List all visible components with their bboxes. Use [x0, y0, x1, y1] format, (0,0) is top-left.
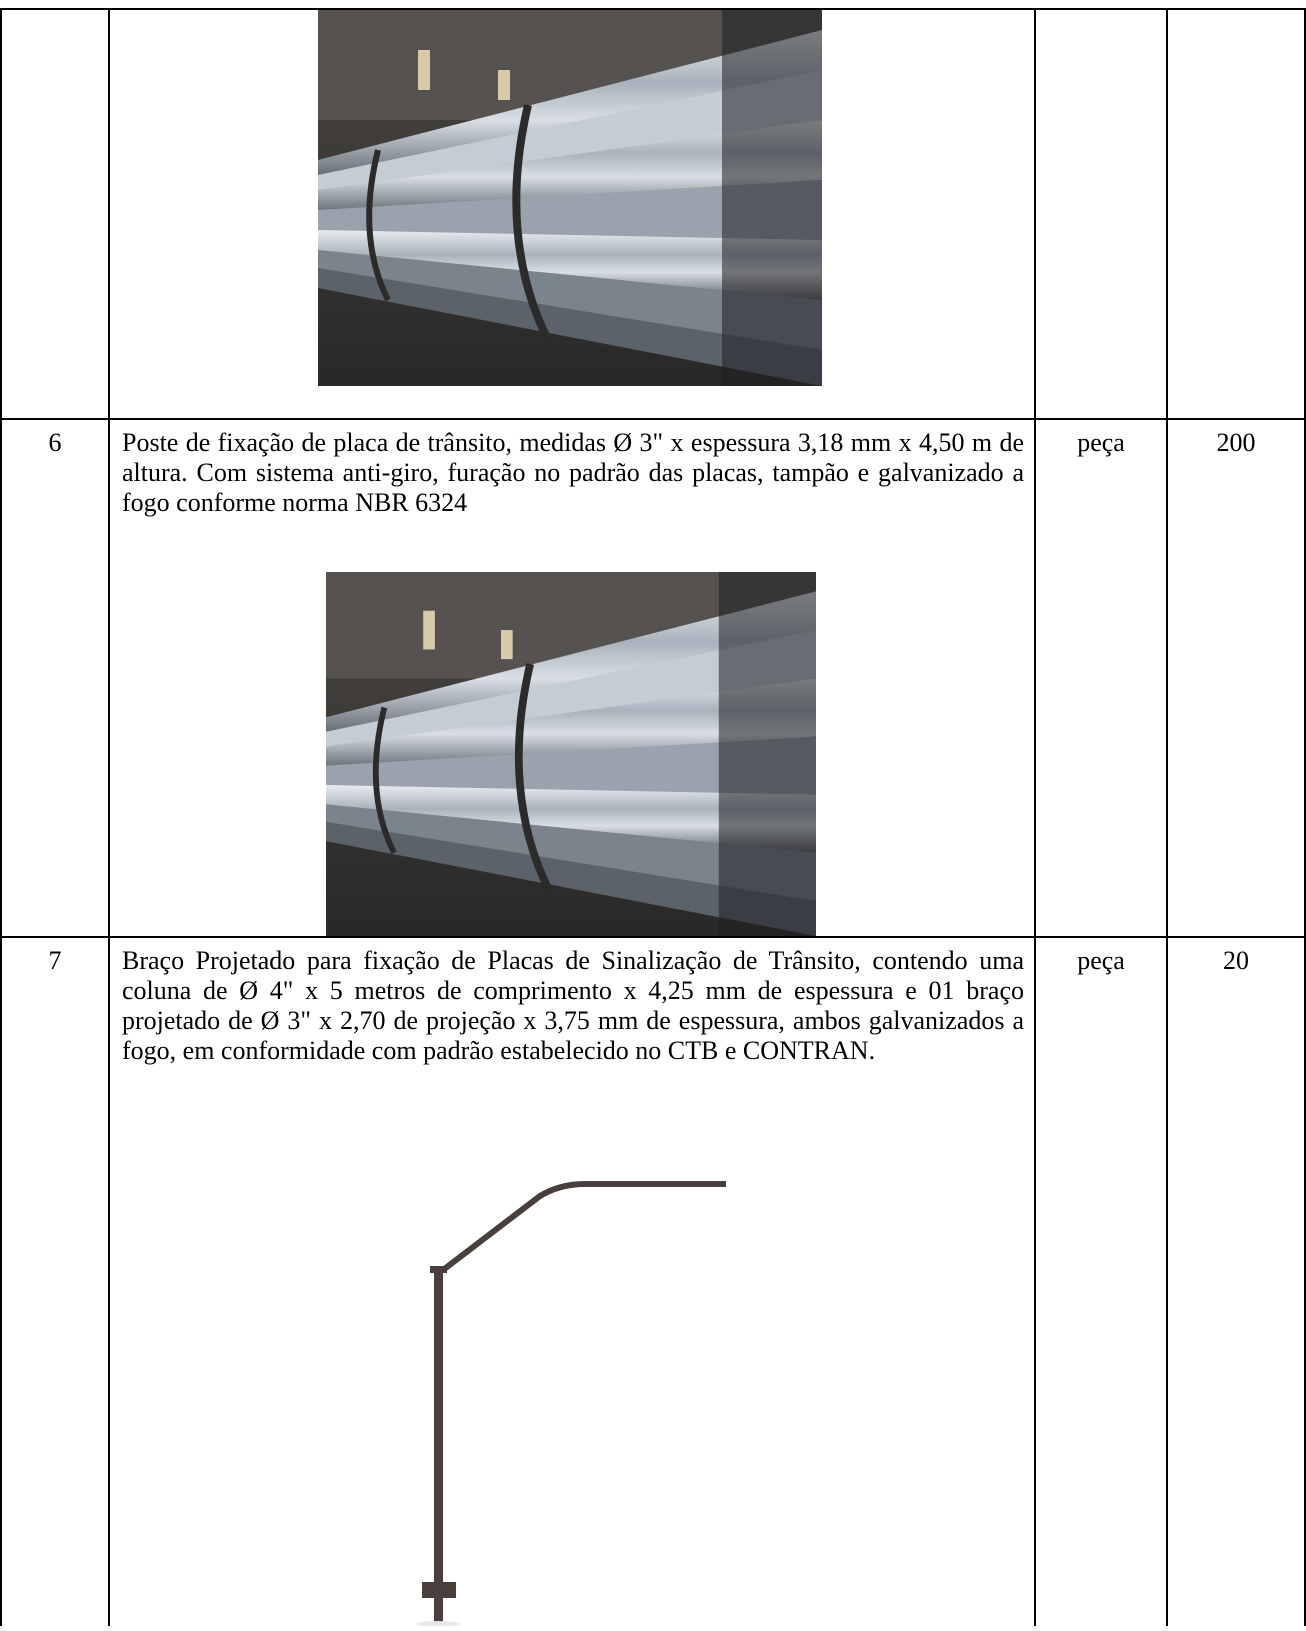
item-number: 7	[48, 946, 62, 975]
item-description: Poste de fixação de placa de trânsito, medidas Ø 3" x espessura 3,18 mm x 4,50 m de altura. Com sistema anti-giro, furação no padrão das placas, tampão e galvanizado a fogo conforme norma NBR 6324	[122, 428, 1024, 517]
item-unit: peça	[1077, 428, 1125, 457]
column-divider-1	[108, 8, 110, 1626]
row-divider-1	[0, 418, 1306, 420]
galvanized-poles-photo	[326, 572, 816, 936]
item-number: 6	[48, 428, 62, 457]
item-quantity: 20	[1223, 946, 1249, 975]
column-divider-2	[1034, 8, 1036, 1626]
item-description: Braço Projetado para fixação de Placas de Sinalização de Trânsito, contendo uma coluna de Ø 4" x 5 metros de comprimento x 4,25 mm de espessura e 01 braço projetado de Ø 3" x 2,70 de projeção x 3,75 mm de espessura, ambos galvanizados a fogo, em conformidade com padrão estabelecido no CTB e CONTRAN.	[122, 946, 1024, 1065]
item-unit: peça	[1077, 946, 1125, 975]
column-divider-3	[1166, 8, 1168, 1626]
item-quantity: 200	[1216, 428, 1256, 457]
table-border-left	[0, 8, 2, 1626]
galvanized-poles-photo	[318, 10, 822, 386]
row-divider-2	[0, 936, 1306, 938]
projected-arm-pole-drawing	[400, 1150, 740, 1626]
